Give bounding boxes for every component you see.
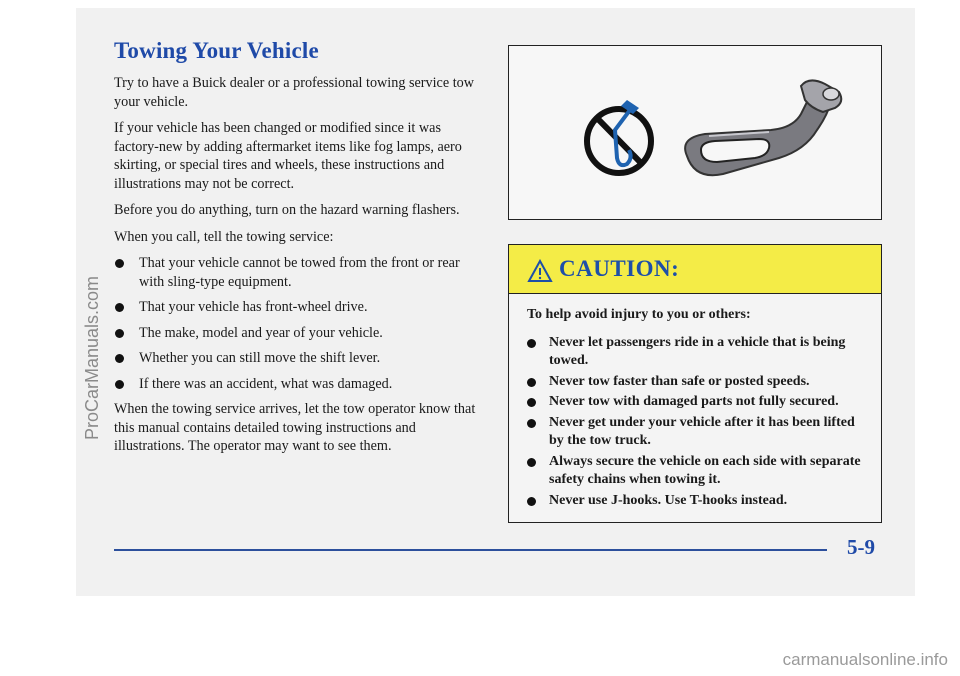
no-hook-prohibition-icon	[587, 100, 651, 173]
hook-illustration-box	[508, 45, 882, 220]
caution-body	[509, 294, 881, 510]
side-watermark: ProCarManuals.com	[82, 275, 102, 440]
caution-header	[509, 245, 881, 294]
caution-item: Never tow faster than safe or posted speeds.	[527, 373, 867, 392]
bullet-icon	[115, 329, 124, 338]
list-item: That your vehicle cannot be towed from the front or rear with sling-type equipment.	[114, 254, 484, 291]
caution-list	[527, 334, 867, 511]
paragraph-dealer: Try to have a Buick dealer or a professional towing service tow your vehicle.	[114, 75, 474, 110]
bullet-icon	[527, 497, 536, 506]
bullet-icon	[527, 339, 536, 348]
caution-item: Never tow with damaged parts not fully secured.	[527, 393, 867, 412]
caution-lead: To help avoid injury to you or others:	[527, 307, 751, 322]
bullet-icon	[527, 458, 536, 467]
footer-rule	[114, 549, 827, 551]
bullet-icon	[115, 259, 124, 268]
tell-service-list	[114, 254, 484, 393]
bullet-icon	[115, 354, 124, 363]
caution-item: Never let passengers ride in a vehicle that is being towed.	[527, 334, 867, 371]
paragraph-arrival: When the towing service arrives, let the tow operator know that this manual contains detailed towing instructions and illustrations. The operator may want to see them.	[114, 401, 476, 454]
caution-item: Never get under your vehicle after it has been lifted by the tow truck.	[527, 414, 867, 451]
section-heading: Towing Your Vehicle	[114, 38, 319, 63]
bullet-icon	[527, 419, 536, 428]
list-item: If there was an accident, what was damaged.	[114, 375, 484, 394]
page-number: 5-9	[847, 535, 875, 559]
hook-illustration	[509, 46, 881, 219]
paragraph-hazard: Before you do anything, turn on the hazard warning flashers.	[114, 202, 460, 218]
t-hook-illustration	[685, 80, 841, 175]
caution-box	[508, 244, 882, 523]
paragraph-call: When you call, tell the towing service:	[114, 228, 334, 245]
list-item: The make, model and year of your vehicle.	[114, 324, 484, 343]
bullet-icon	[115, 303, 124, 312]
bullet-icon	[527, 378, 536, 387]
left-column	[114, 38, 484, 464]
list-item: That your vehicle has front-wheel drive.	[114, 298, 484, 317]
paragraph-modified: If your vehicle has been changed or modified since it was factory-new by adding aftermarket items like fog lamps, aero skirting, or special tires and wheels, these instructions and illustrations may not be correct.	[114, 120, 462, 192]
bullet-icon	[527, 398, 536, 407]
caution-item: Never use J-hooks. Use T-hooks instead.	[527, 492, 867, 511]
caution-title: CAUTION:	[559, 256, 680, 281]
bottom-watermark: carmanualsonline.info	[782, 650, 948, 669]
caution-item: Always secure the vehicle on each side with separate safety chains when towing it.	[527, 453, 867, 490]
list-item: Whether you can still move the shift lever.	[114, 349, 484, 368]
warning-triangle-icon	[527, 259, 553, 283]
bullet-icon	[115, 380, 124, 389]
